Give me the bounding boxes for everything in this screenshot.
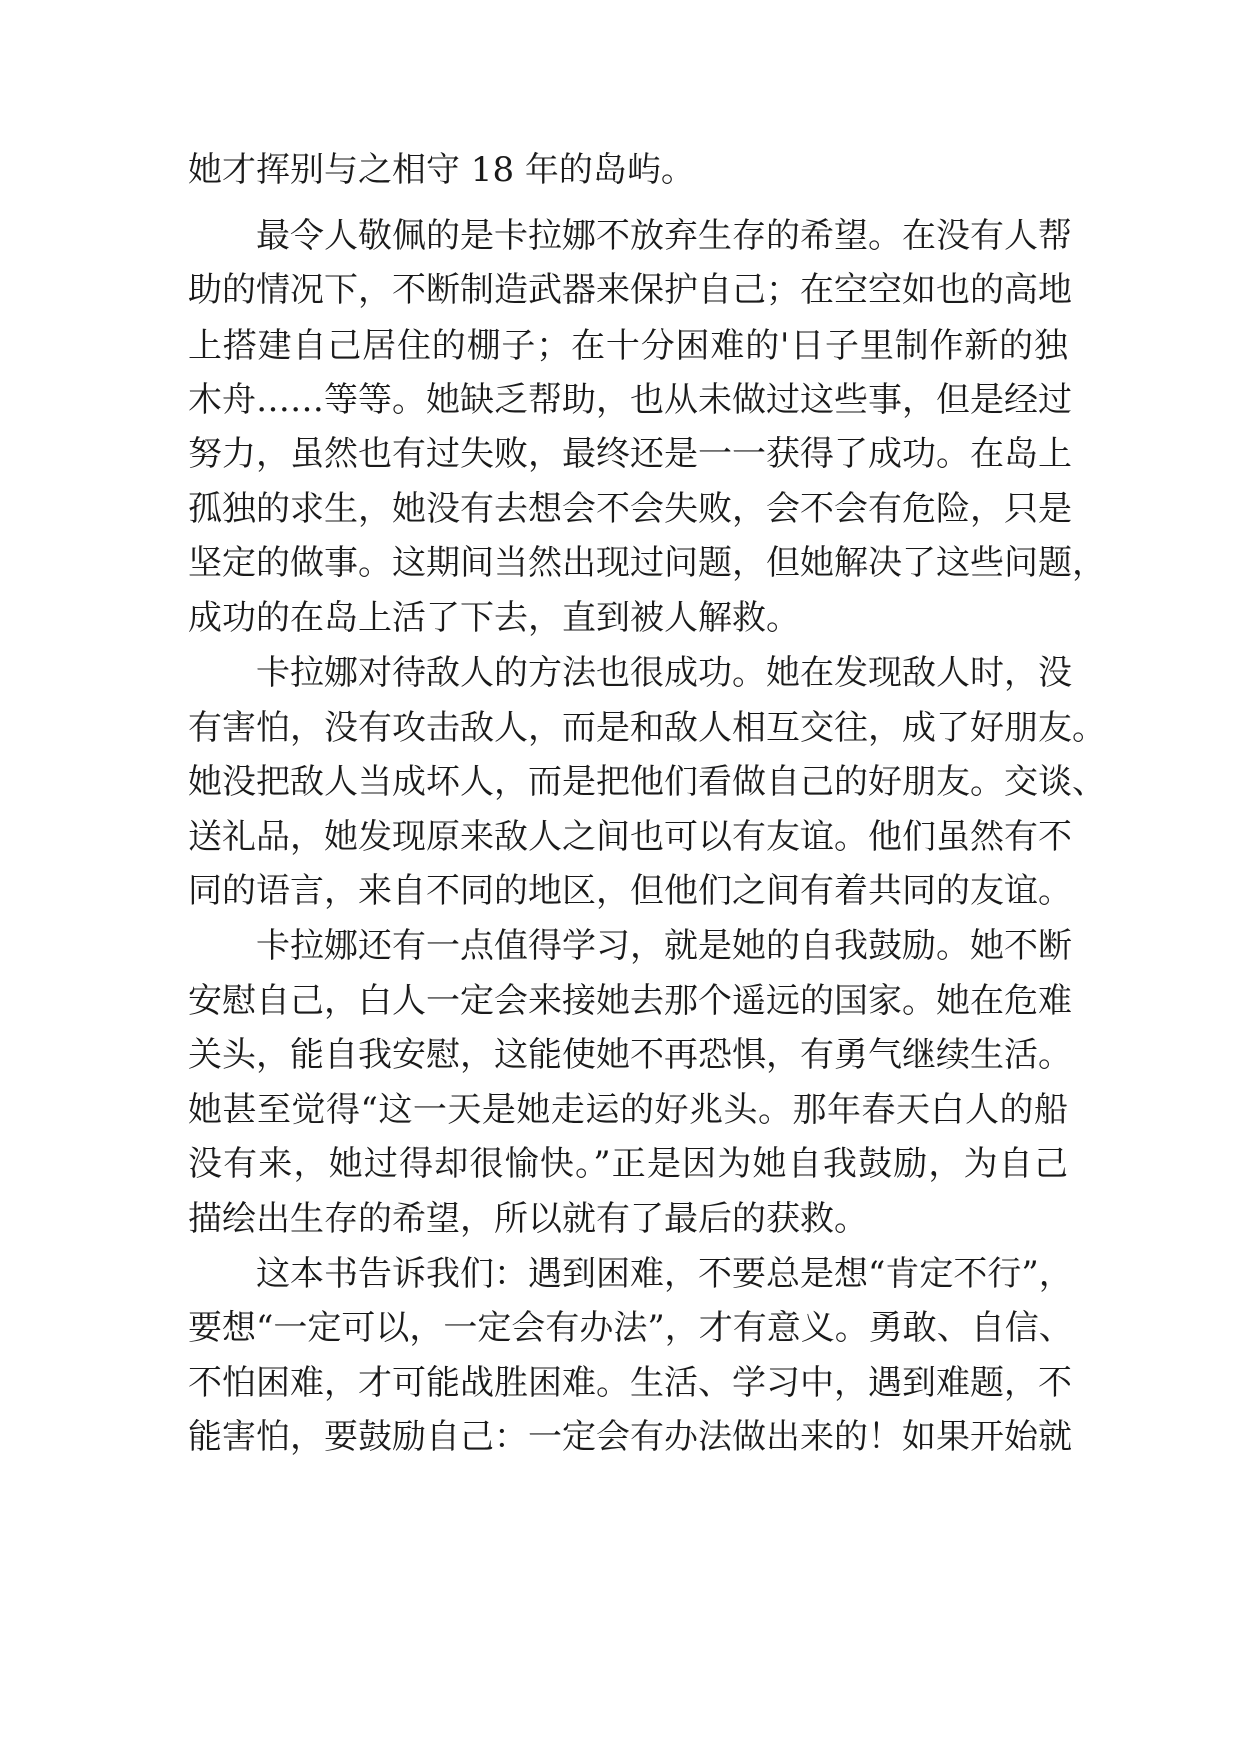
text-line-21: 这本书告诉我们：遇到困难，不要总是想“肯定不行”， [256,1254,1073,1294]
text-line-24: 能害怕，要鼓励自己：一定会有办法做出来的！如果开始就 [188,1417,1072,1457]
text-line-18: 她甚至觉得“这一天是她走运的好兆头。那年春天白人的船 [188,1090,1068,1130]
text-line-7: 孤独的求生，她没有去想会不会失败，会不会有危险，只是 [188,489,1072,529]
text-line-2: 最令人敬佩的是卡拉娜不放弃生存的希望。在没有人帮 [256,216,1072,256]
text-line-14: 同的语言，来自不同的地区，但他们之间有着共同的友谊。 [188,871,1072,911]
text-line-23: 不怕困难，才可能战胜困难。生活、学习中，遇到难题，不 [188,1363,1072,1403]
text-line-11: 有害怕，没有攻击敌人，而是和敌人相互交往，成了好朋友。 [188,708,1106,748]
text-line-20: 描绘出生存的希望，所以就有了最后的获救。 [188,1199,868,1239]
text-line-1: 她才挥别与之相守 18 年的岛屿。 [188,150,695,190]
text-line-13: 送礼品，她发现原来敌人之间也可以有友谊。他们虽然有不 [188,817,1072,857]
text-line-15: 卡拉娜还有一点值得学习，就是她的自我鼓励。她不断 [256,926,1072,966]
text-line-17: 关头，能自我安慰，这能使她不再恐惧，有勇气继续生活。 [188,1035,1072,1075]
text-line-4: 上搭建自己居住的棚子；在十分困难的'日子里制作新的独 [188,326,1068,366]
text-line-16: 安慰自己，白人一定会来接她去那个遥远的国家。她在危难 [188,981,1072,1021]
text-line-6: 努力，虽然也有过失败，最终还是一一获得了成功。在岛上 [188,434,1072,474]
text-line-5: 木舟……等等。她缺乏帮助，也从未做过这些事，但是经过 [188,380,1072,420]
text-line-12: 她没把敌人当成坏人，而是把他们看做自己的好朋友。交谈、 [188,762,1106,802]
text-line-3: 助的情况下，不断制造武器来保护自己；在空空如也的高地 [188,270,1072,310]
text-line-9: 成功的在岛上活了下去，直到被人解救。 [188,598,800,638]
text-line-22: 要想“一定可以，一定会有办法”，才有意义。勇敢、自信、 [188,1308,1073,1348]
text-line-8: 坚定的做事。这期间当然出现过问题，但她解决了这些问题， [188,543,1106,583]
text-line-10: 卡拉娜对待敌人的方法也很成功。她在发现敌人时，没 [256,653,1072,693]
text-line-19: 没有来，她过得却很愉快。”正是因为她自我鼓励，为自己 [188,1144,1068,1184]
